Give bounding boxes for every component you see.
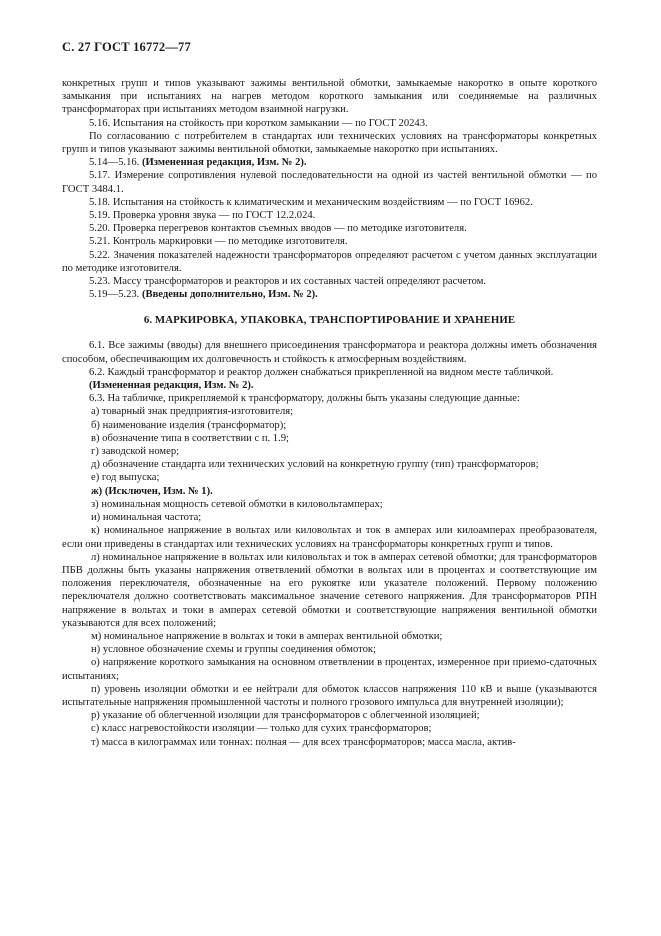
section-title: 6. МАРКИРОВКА, УПАКОВКА, ТРАНСПОРТИРОВАНИЕ И ХРАНЕНИЕ [143,314,516,327]
list-item-excluded [62,485,597,498]
paragraph: 5.22. Значения показателей надежности трансформаторов определяют расчетом с учетом данных эксплуатации по методике изготовителя. [62,249,597,274]
list-item: д) обозначение стандарта или технических условий на конкретную группу (тип) трансформаторов; [91,459,539,471]
list-item: м) номинальное напряжение в вольтах и токи в амперах вентильной обмотки; [91,630,443,642]
paragraph: 5.23. Массу трансформаторов и реакторов и их составных частей определяют расчетом. [89,276,487,288]
list-item: и) номинальная частота; [91,512,202,524]
paragraph: 5.20. Проверка перегревов контактов съемных вводов — по методике изготовителя. [89,223,467,235]
page-header: С. 27 ГОСТ 16772—77 [62,40,191,54]
paragraph: 6.1. Все зажимы (вводы) для внешнего присоединения трансформатора и реактора должны иметь обозначения способом, обеспечивающим их долговечность и стойкость к атмосферным воздействиям. [62,340,597,365]
list-item: в) обозначение типа в соответствии с п. 1.9; [91,432,289,444]
list-item: п) уровень изоляции обмотки и ее нейтрали для обмоток классов напряжения 110 кВ и выше (указываются испытательные напряжения промышленной частоты и полного грозового импульса для внутренней изоляции); [62,683,597,708]
amendment-text: (Введены дополнительно, Изм. № 2). [141,289,318,301]
list-item: т) масса в килограммах или тоннах: полная — для всех трансформаторов; масса масла, актив- [91,736,516,748]
amendment-note [62,156,597,169]
list-item: р) указание об облегченной изоляции для трансформаторов с облегченной изоляцией; [91,710,480,722]
list-item: о) напряжение короткого замыкания на основном ответвлении в процентах, измеренное при приемо-сдаточных испытаниях; [62,657,597,682]
amendment-note [62,288,597,301]
amendment-text: (Измененная редакция, Изм. № 2). [141,157,307,169]
list-item: н) условное обозначение схемы и группы соединения обмоток; [91,644,377,656]
amendment-text: (Измененная редакция, Изм. № 2). [89,380,254,392]
list-item: е) год выпуска; [91,472,160,484]
paragraph: 5.17. Измерение сопротивления нулевой последовательности на одной из частей вентильной обмотки — по ГОСТ 3484.1. [62,170,597,195]
list-item: л) номинальное напряжение в вольтах или киловольтах и ток в амперах сетевой обмотки; для трансформаторов ПБВ должны быть указаны напряжения ответвлений обмотки в вольтах или в процентах и соответствующие им положения переключателя, обозначенные на его рукоятке или указателе положений. Первому положению переключателя должно соответствовать максимальное значение сетевого напряжения. Для трансформаторов РПН напряжение в вольтах и токи в амперах сетевой обмотки и соответствующие напряжения вентильной обмотки указываются для всех положений; [62,551,597,629]
list-item: с) класс нагревостойкости изоляции — только для сухих трансформаторов; [91,723,432,735]
list-item: з) номинальная мощность сетевой обмотки в киловольтамперах; [91,498,383,510]
paragraph: конкретных групп и типов указывают зажимы вентильной обмотки, замыкаемые накоротко в опыте короткого замыкания при испытаниях на нагрев методом короткого замыкания или соединяемые на различных трансформаторах при испытаниях методом взаимной нагрузки. [62,78,597,116]
paragraph: 5.18. Испытания на стойкость к климатическим и механическим воздействиям — по ГОСТ 16962. [89,196,533,208]
paragraph: 6.2. Каждый трансформатор и реактор должен снабжаться прикрепленной на видном месте табличкой. [89,366,554,378]
amendment-range: 5.19—5.23. [89,289,140,301]
paragraph: 5.19. Проверка уровня звука — по ГОСТ 12.2.024. [89,210,316,222]
amendment-note [62,379,597,392]
paragraph: По согласованию с потребителем в стандартах или технических условиях на трансформаторы конкретных групп и типов указывают зажимы вентильной обмотки, замыкаемые накоротко при испытаниях. [62,130,597,156]
list-item: г) заводской номер; [91,446,180,458]
paragraph: 5.16. Испытания на стойкость при коротком замыкании — по ГОСТ 20243. [89,117,428,129]
list-item: а) товарный знак предприятия-изготовителя; [91,406,294,418]
amendment-range: 5.14—5.16. [89,157,140,169]
paragraph: 5.21. Контроль маркировки — по методике изготовителя. [89,236,348,248]
excluded-text: ж) (Исключен, Изм. № 1). [91,485,213,497]
list-item: б) наименование изделия (трансформатор); [91,419,287,431]
body-text-bottom [62,339,597,748]
list-item: к) номинальное напряжение в вольтах или киловольтах и ток в амперах или килоамперах преобразователя, если они приведены в стандартах или технических условиях на трансформаторы конкретных групп и типов. [62,525,597,550]
body-text-top [62,77,597,301]
paragraph: 6.3. На табличке, прикрепляемой к трансформатору, должны быть указаны следующие данные: [89,393,520,405]
